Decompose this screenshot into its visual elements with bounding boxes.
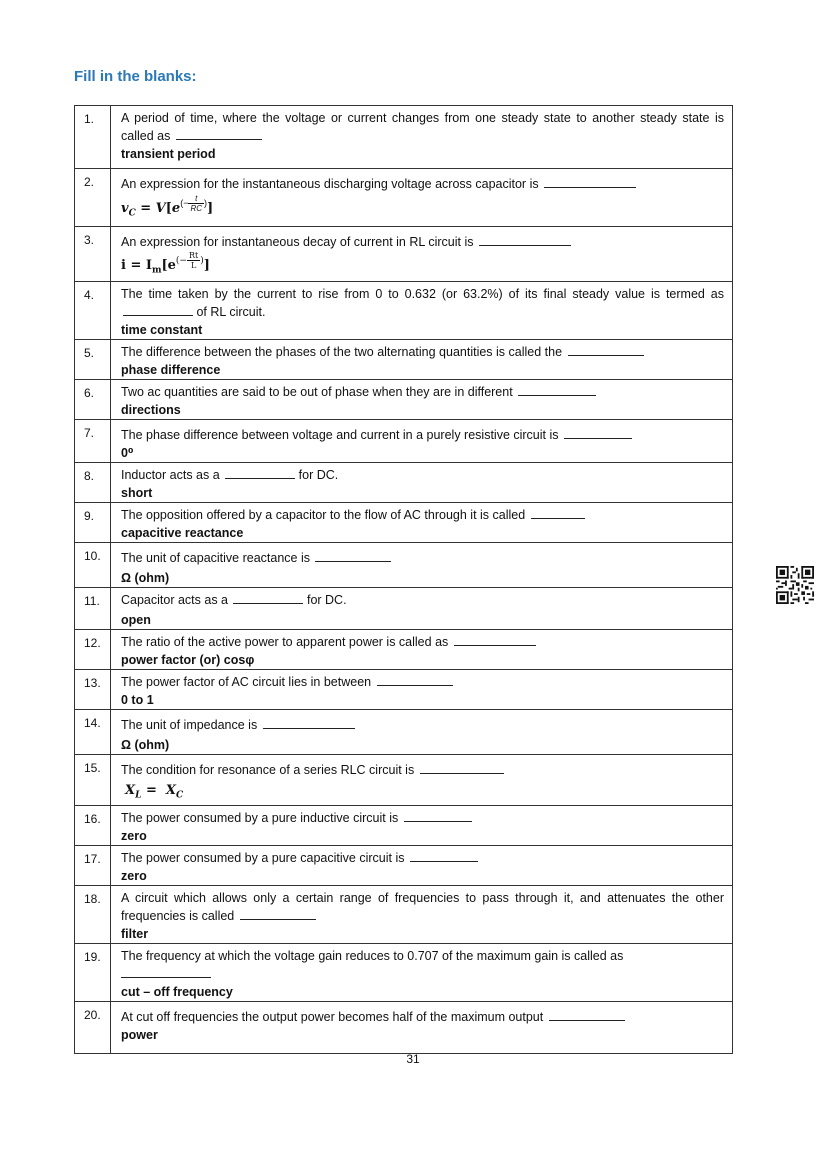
item-number: 12. <box>75 630 111 670</box>
fill-in-blanks-table <box>74 105 733 1054</box>
item-number: 19. <box>75 943 111 1001</box>
item-number: 4. <box>75 282 111 340</box>
table-row <box>75 463 733 503</box>
table-row <box>75 282 733 340</box>
answer-text: Ω (ohm) <box>121 571 170 585</box>
item-number: 18. <box>75 885 111 943</box>
answer-text: short <box>121 486 153 500</box>
item-cell <box>111 227 733 282</box>
question-text: A period of time, where the voltage or current changes from one steady state to another steady state is called as <box>121 111 724 143</box>
blank-line <box>454 634 536 646</box>
table-row <box>75 420 733 463</box>
item-cell <box>111 588 733 630</box>
blank-line <box>263 717 355 729</box>
page-number: 31 <box>406 1052 420 1066</box>
item-number: 17. <box>75 845 111 885</box>
question-text: The power consumed by a pure capacitive circuit is <box>121 850 405 865</box>
answer-text: time constant <box>121 323 203 337</box>
answer-text: open <box>121 613 151 627</box>
answer-text: cut – off frequency <box>121 984 233 999</box>
table-row <box>75 1001 733 1053</box>
blank-line <box>176 128 262 140</box>
answer-text: Ω (ohm) <box>121 738 170 752</box>
table-row <box>75 630 733 670</box>
question-text: The phase difference between voltage and current in a purely resistive circuit is <box>121 428 559 442</box>
blank-line <box>544 176 636 188</box>
question-text: The power factor of AC circuit lies in between <box>121 675 372 689</box>
blank-line <box>568 344 644 356</box>
section-heading: Fill in the blanks: <box>74 68 197 85</box>
answer-text: directions <box>121 403 181 417</box>
item-cell <box>111 670 733 710</box>
question-text: Inductor acts as a <box>121 468 220 482</box>
blank-line <box>420 762 504 774</box>
table-row <box>75 805 733 845</box>
item-cell <box>111 1001 733 1053</box>
blank-line <box>531 507 585 519</box>
item-number: 6. <box>75 380 111 420</box>
question-text: The ratio of the active power to apparent power is called as <box>121 635 449 649</box>
item-cell <box>111 845 733 885</box>
item-cell <box>111 282 733 340</box>
item-cell <box>111 169 733 227</box>
blank-line <box>315 550 391 562</box>
item-number: 9. <box>75 503 111 543</box>
question-text: The time taken by the current to rise from 0 to 0.632 (or 63.2%) of its final steady value is termed as <box>121 287 724 301</box>
table-row <box>75 227 733 282</box>
question-text-after: of RL circuit. <box>196 305 266 319</box>
table-row <box>75 106 733 169</box>
question-text: Two ac quantities are said to be out of phase when they are in different <box>121 385 513 399</box>
blank-line <box>479 234 571 246</box>
blank-line <box>564 427 632 439</box>
question-text: The power consumed by a pure inductive circuit is <box>121 810 399 825</box>
question-text-after: for DC. <box>298 468 339 482</box>
item-cell <box>111 710 733 755</box>
table-row <box>75 670 733 710</box>
answer-text: power <box>121 1027 158 1042</box>
item-cell <box>111 380 733 420</box>
item-cell <box>111 543 733 588</box>
table-row <box>75 503 733 543</box>
blank-line <box>240 908 316 920</box>
blank-line <box>410 850 478 862</box>
question-text: At cut off frequencies the output power becomes half of the maximum output <box>121 1009 544 1024</box>
table-row <box>75 885 733 943</box>
item-number: 20. <box>75 1001 111 1053</box>
item-number: 7. <box>75 420 111 463</box>
answer-formula: $X_L = X_C$ <box>125 783 184 801</box>
item-cell <box>111 630 733 670</box>
table-row <box>75 755 733 806</box>
blank-line <box>121 966 211 978</box>
item-cell <box>111 463 733 503</box>
item-number: 2. <box>75 169 111 227</box>
answer-text: phase difference <box>121 363 221 377</box>
item-cell <box>111 106 733 169</box>
answer-text: zero <box>121 868 147 883</box>
table-row <box>75 380 733 420</box>
item-number: 8. <box>75 463 111 503</box>
item-number: 3. <box>75 227 111 282</box>
item-number: 16. <box>75 805 111 845</box>
table-row <box>75 710 733 755</box>
item-number: 11. <box>75 588 111 630</box>
item-number: 5. <box>75 340 111 380</box>
blank-line <box>233 592 303 604</box>
answer-text: capacitive reactance <box>121 526 244 540</box>
question-text: An expression for the instantaneous discharging voltage across capacitor is <box>121 177 539 191</box>
question-text: The opposition offered by a capacitor to the flow of AC through it is called <box>121 508 526 522</box>
item-cell <box>111 340 733 380</box>
item-cell <box>111 503 733 543</box>
item-number: 14. <box>75 710 111 755</box>
blank-line <box>404 810 472 822</box>
answer-text: 0⁰ <box>121 446 134 460</box>
item-cell <box>111 805 733 845</box>
blank-line <box>225 467 295 479</box>
blank-line <box>518 384 596 396</box>
blank-line <box>377 674 453 686</box>
question-text: The frequency at which the voltage gain reduces to 0.707 of the maximum gain is called as <box>121 948 624 963</box>
item-cell <box>111 420 733 463</box>
item-cell <box>111 755 733 806</box>
item-cell <box>111 885 733 943</box>
item-number: 10. <box>75 543 111 588</box>
question-text: An expression for instantaneous decay of current in RL circuit is <box>121 235 474 249</box>
table-row <box>75 169 733 227</box>
item-number: 15. <box>75 755 111 806</box>
item-cell <box>111 943 733 1001</box>
answer-formula: $i = I_m[e^{(- \frac{Rt}{L} )}]$ <box>121 251 210 276</box>
table-row <box>75 943 733 1001</box>
question-text: The condition for resonance of a series RLC circuit is <box>121 763 415 777</box>
answer-formula: $v_C = V[e^{(- \frac{t}{RC} )}]$ <box>121 194 214 219</box>
table-row <box>75 340 733 380</box>
answer-text: 0 to 1 <box>121 693 154 707</box>
item-number: 1. <box>75 106 111 169</box>
blank-line <box>549 1009 625 1021</box>
question-text: A circuit which allows only a certain range of frequencies to pass through it, and attenuates the other frequencies is called <box>121 890 724 923</box>
question-text: The difference between the phases of the two alternating quantities is called the <box>121 345 563 359</box>
answer-text: transient period <box>121 147 216 161</box>
table-row <box>75 845 733 885</box>
table-row <box>75 543 733 588</box>
answer-text: power factor (or) cosφ <box>121 653 255 667</box>
blank-line <box>123 304 193 316</box>
table-row <box>75 588 733 630</box>
question-text-after: for DC. <box>306 593 347 607</box>
answer-text: zero <box>121 828 147 843</box>
qr-code-icon <box>776 566 814 604</box>
item-number: 13. <box>75 670 111 710</box>
answer-text: filter <box>121 926 149 941</box>
question-text: The unit of impedance is <box>121 718 258 732</box>
question-text: The unit of capacitive reactance is <box>121 551 310 565</box>
question-text: Capacitor acts as a <box>121 593 228 607</box>
